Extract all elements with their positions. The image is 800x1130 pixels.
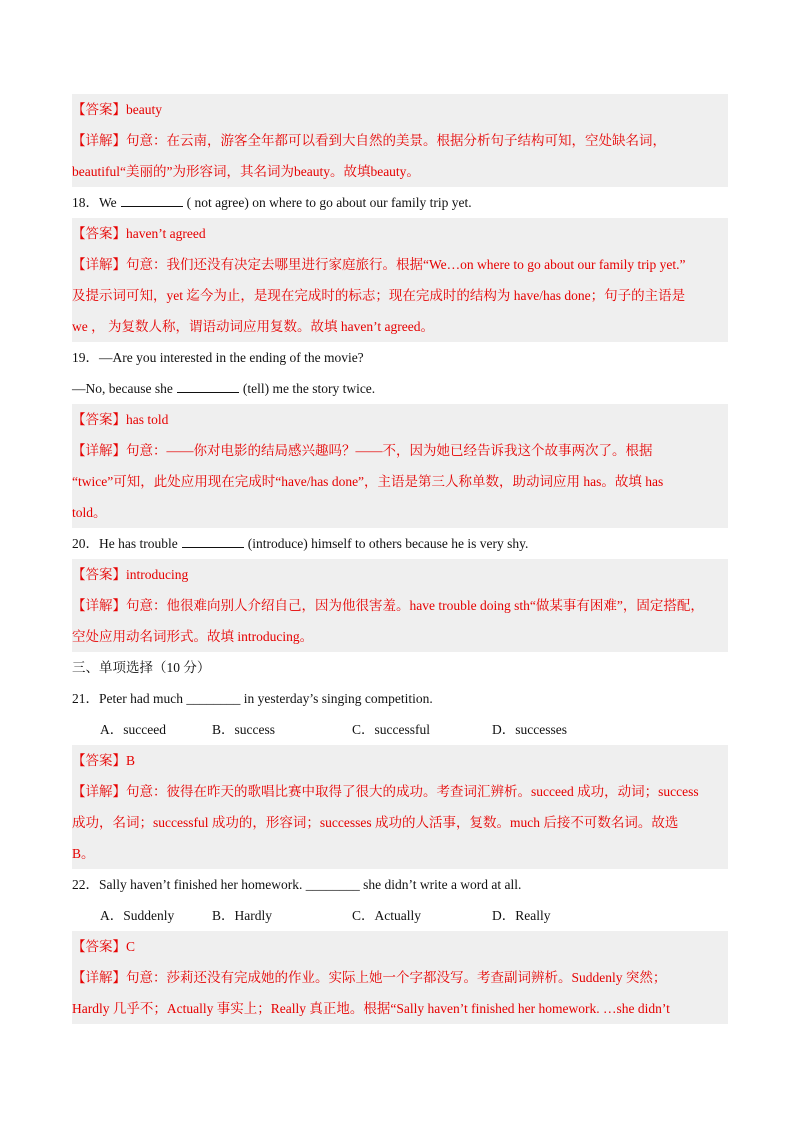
detail-21-line-1: 【详解】句意：彼得在昨天的歌唱比赛中取得了很大的成功。考查词汇辨析。succeed 成功，动词；success: [72, 784, 699, 799]
detail-19-line-2: “twice”可知，此处应用现在完成时“have/has done”，主语是第三人称单数，助动词应用 has。故填 has: [72, 474, 664, 489]
question-20-start: 20．He has trouble: [72, 536, 178, 551]
option-21-b: B．success: [212, 722, 275, 737]
question-18-start: 18．We: [72, 195, 117, 210]
option-22-d: D．Really: [492, 908, 551, 923]
answer-17: 【答案】beauty: [72, 102, 162, 117]
question-20-rest: (introduce) himself to others because he is very shy.: [247, 536, 529, 551]
detail-21-line-3: B。: [72, 846, 95, 861]
detail-18-line-2: 及提示词可知，yet 迄今为止，是现在完成时的标志；现在完成时的结构为 have/has done；句子的主语是: [72, 288, 686, 303]
options-22: [72, 900, 728, 931]
question-19-rest: (tell) me the story twice.: [242, 381, 376, 396]
detail-19-line-3: told。: [72, 505, 107, 520]
option-22-b: B．Hardly: [212, 908, 272, 923]
detail-18-line-1: 【详解】句意：我们还没有决定去哪里进行家庭旅行。根据“We…on where to go about our family trip yet.”: [72, 257, 686, 272]
detail-19-line-1: 【详解】句意：——你对电影的结局感兴趣吗？——不，因为她已经告诉我这个故事两次了。根据: [72, 443, 653, 458]
blank-20: [182, 533, 244, 548]
blank-19: [177, 378, 239, 393]
detail-20-line-1: 【详解】句意：他很难向别人介绍自己，因为他很害羞。have trouble doing sth“做某事有困难”，固定搭配，: [72, 598, 704, 613]
answer-18: 【答案】haven’t agreed: [72, 226, 206, 241]
question-18-rest: ( not agree) on where to go about our family trip yet.: [186, 195, 472, 210]
answer-block-18: [72, 218, 728, 342]
blank-18: [121, 192, 183, 207]
detail-22-line-2: Hardly 几乎不；Actually 事实上；Really 真正地。根据“Sally haven’t finished her homework. …she didn’t: [72, 1001, 670, 1016]
answer-block-21: [72, 745, 728, 869]
question-18: [72, 187, 728, 218]
section-heading: 三、单项选择（10 分）: [72, 660, 211, 675]
option-22-a: A．Suddenly: [100, 908, 175, 923]
question-19-line-2: [72, 373, 728, 404]
option-21-d: D．successes: [492, 722, 567, 737]
detail-18-line-3: we ， 为复数人称，谓语动词应用复数。故填 haven’t agreed。: [72, 319, 434, 334]
options-21: [72, 714, 728, 745]
question-19-start: —No, because she: [72, 381, 173, 396]
answer-block-22: [72, 931, 728, 1024]
answer-21: 【答案】B: [72, 753, 136, 768]
question-20: [72, 528, 728, 559]
option-21-a: A．succeed: [100, 722, 166, 737]
detail-22-line-1: 【详解】句意：莎莉还没有完成她的作业。实际上她一个字都没写。考查副词辨析。Suddenly 突然；: [72, 970, 667, 985]
option-22-c: C．Actually: [352, 908, 421, 923]
answer-20: 【答案】introducing: [72, 567, 189, 582]
detail-20-line-2: 空处应用动名词形式。故填 introducing。: [72, 629, 314, 644]
answer-block-20: [72, 559, 728, 652]
question-19-line-1: 19．—Are you interested in the ending of the movie?: [72, 350, 364, 365]
detail-17-line-2: beautiful“美丽的”为形容词，其名词为beauty。故填beauty。: [72, 164, 420, 179]
option-21-c: C．successful: [352, 722, 430, 737]
answer-19: 【答案】has told: [72, 412, 169, 427]
document-page: [72, 94, 728, 1024]
detail-21-line-2: 成功，名词；successful 成功的，形容词；successes 成功的人活事，复数。much 后接不可数名词。故选: [72, 815, 679, 830]
answer-block-19: [72, 404, 728, 528]
question-21: 21．Peter had much ________ in yesterday’s singing competition.: [72, 691, 433, 706]
answer-block-17: [72, 94, 728, 187]
detail-17-line-1: 【详解】句意：在云南，游客全年都可以看到大自然的美景。根据分析句子结构可知，空处缺名词，: [72, 133, 666, 148]
answer-22: 【答案】C: [72, 939, 136, 954]
question-22: 22．Sally haven’t finished her homework. ________ she didn’t write a word at all.: [72, 877, 522, 892]
